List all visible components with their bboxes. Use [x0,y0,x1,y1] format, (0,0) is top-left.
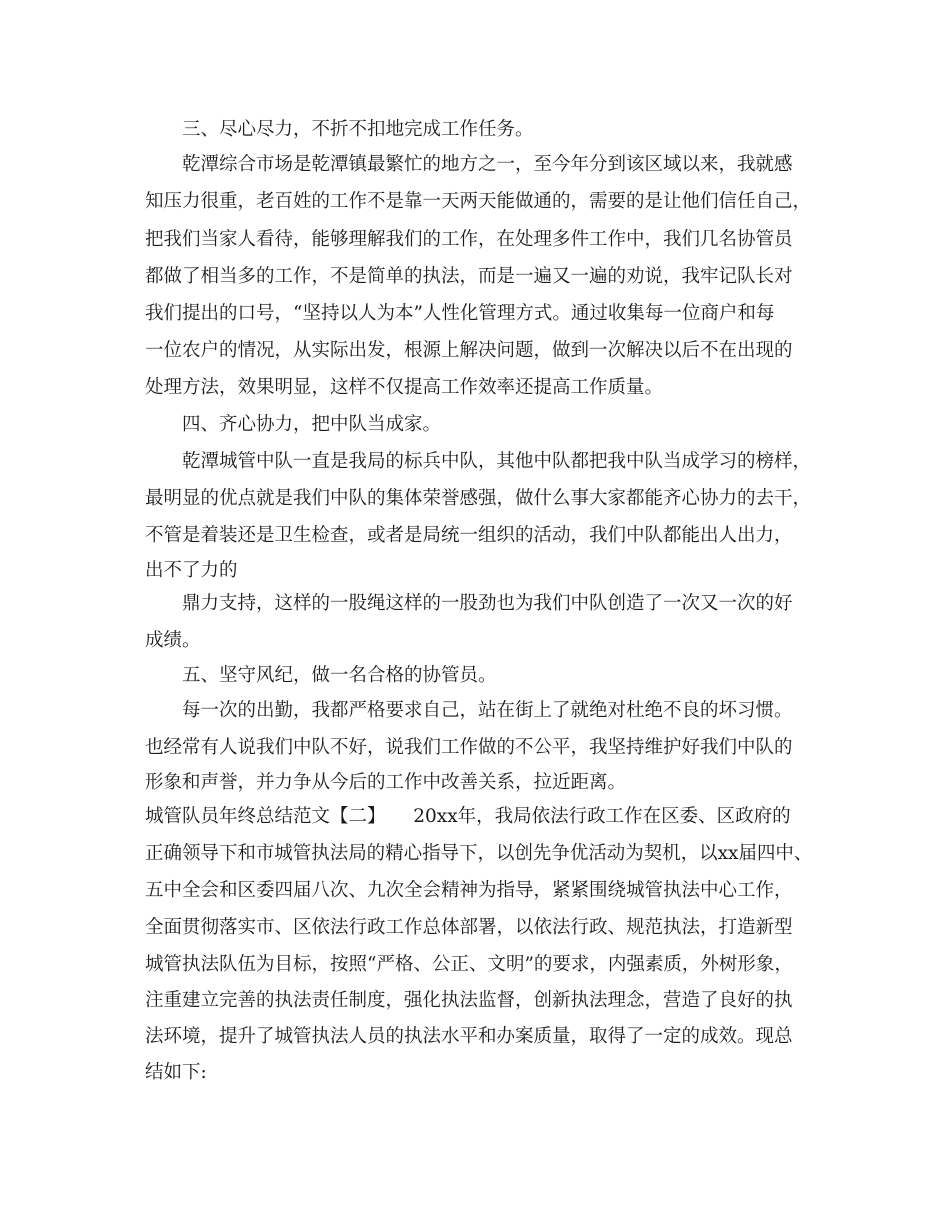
paragraph-line: 把我们当家人看待，能够理解我们的工作，在处理多件工作中，我们几名协管员 [145,229,793,250]
section-heading-3: 三、尽心尽力，不折不扣地完成工作任务。 [182,119,534,140]
paragraph-line: 形象和声誉，并力争从今后的工作中改善关系，拉近距离。 [145,772,627,793]
paragraph-line: 也经常有人说我们中队不好，说我们工作做的不公平，我坚持维护好我们中队的 [145,737,793,758]
paragraph-line: 五中全会和区委四届八次、九次全会精神为指导，紧紧围绕城管执法中心工作， [145,880,793,901]
paragraph-line: 都做了相当多的工作，不是简单的执法，而是一遍又一遍的劝说，我牢记队长对 [145,266,793,287]
paragraph-line: 结如下: [145,1062,207,1083]
paragraph-line: 成绩。 [145,630,201,651]
section-heading-4: 四、齐心协力，把中队当成家。 [182,414,442,435]
paragraph-line: 我们提出的口号，“坚持以人为本”人性化管理方式。通过收集每一位商户和每 [145,303,775,324]
paragraph-line: 出不了力的 [145,560,238,581]
paragraph-line: 正确领导下和市城管执法局的精心指导下，以创先争优活动为契机，以xx届四中、 [145,843,813,864]
paragraph-line: 乾潭城管中队一直是我局的标兵中队，其他中队都把我中队当成学习的榜样， [182,451,812,472]
paragraph-line: 每一次的出勤，我都严格要求自己，站在街上了就绝对杜绝不良的坏习惯。 [182,700,793,721]
paragraph-line: 知压力很重，老百姓的工作不是靠一天两天能做通的，需要的是让他们信任自己， [145,191,812,212]
paragraph-line: 法环境，提升了城管执法人员的执法水平和办案质量，取得了一定的成效。现总 [145,1026,793,1047]
paragraph-line: 注重建立完善的执法责任制度，强化执法监督，创新执法理念，营造了良好的执 [145,990,793,1011]
paragraph-line: 乾潭综合市场是乾潭镇最繁忙的地方之一，至今年分到该区域以来，我就感 [182,154,793,175]
paragraph-line: 鼎力支持，这样的一股绳这样的一股劲也为我们中队创造了一次又一次的好 [182,593,793,614]
section-heading-5: 五、坚守风纪，做一名合格的协管员。 [182,665,497,686]
paragraph-line: 一位农户的情况，从实际出发，根源上解决问题，做到一次解决以后不在出现的 [145,340,793,361]
article-title-line: 城管队员年终总结范文【二】 20xx年，我局依法行政工作在区委、区政府的 [145,806,791,827]
paragraph-line: 不管是着装还是卫生检查，或者是局统一组织的活动，我们中队都能出人出力， [145,525,793,546]
paragraph-line: 城管执法队伍为目标，按照“严格、公正、文明”的要求，内强素质，外树形象， [145,954,793,975]
paragraph-line: 最明显的优点就是我们中队的集体荣誉感强，做什么事大家都能齐心协力的去干， [145,488,812,509]
paragraph-line: 全面贯彻落实市、区依法行政工作总体部署，以依法行政、规范执法，打造新型 [145,917,793,938]
paragraph-line: 处理方法，效果明显，这样不仅提高工作效率还提高工作质量。 [145,377,664,398]
